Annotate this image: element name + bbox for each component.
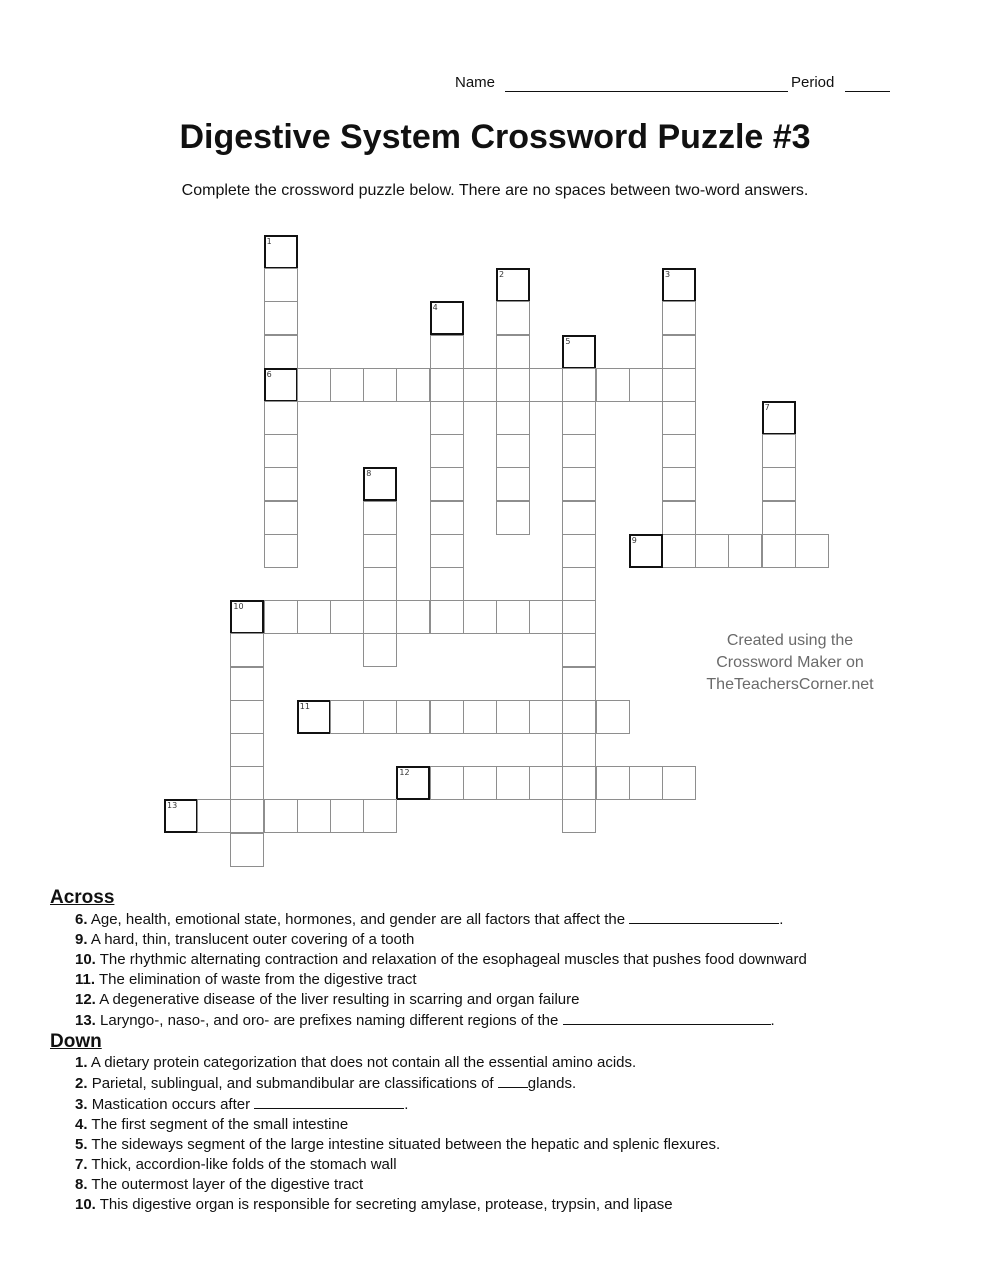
crossword-cell[interactable]: [430, 401, 464, 435]
crossword-cell[interactable]: [562, 799, 596, 833]
crossword-cell[interactable]: [463, 700, 497, 734]
crossword-cell[interactable]: [363, 700, 397, 734]
crossword-cell[interactable]: [264, 600, 298, 634]
clue-number: 11: [299, 701, 310, 711]
crossword-cell[interactable]: [496, 368, 530, 402]
crossword-cell[interactable]: [430, 501, 464, 535]
across-clue: [75, 950, 950, 970]
crossword-cell[interactable]: [430, 766, 464, 800]
crossword-cell[interactable]: [430, 567, 464, 601]
crossword-cell[interactable]: [762, 534, 796, 568]
clue-number: 13: [167, 801, 178, 811]
watermark-line: TheTeachersCorner.net: [706, 676, 874, 693]
crossword-cell[interactable]: [230, 733, 264, 767]
down-clue: [75, 1053, 950, 1073]
crossword-cell[interactable]: [330, 368, 364, 402]
crossword-start-cell[interactable]: [396, 766, 430, 800]
clue-text-end: .: [770, 1011, 775, 1029]
answer-blank: [629, 909, 779, 924]
crossword-start-cell[interactable]: [762, 401, 796, 435]
crossword-cell[interactable]: [297, 600, 331, 634]
clue-number: 9: [631, 535, 637, 545]
clue-number: 5.: [75, 1136, 88, 1154]
across-clue: [75, 990, 950, 1010]
crossword-cell[interactable]: [529, 766, 563, 800]
clue-number: 10.: [75, 950, 96, 968]
clue-text-end: .: [404, 1096, 409, 1114]
crossword-cell[interactable]: [662, 501, 696, 535]
crossword-start-cell[interactable]: [430, 301, 464, 335]
crossword-cell[interactable]: [562, 401, 596, 435]
instructions: Complete the crossword puzzle below. There are no spaces between two-word answers.: [181, 182, 809, 199]
across-clue-list: [50, 909, 950, 1030]
clue-text: Laryngo-, naso-, and oro- are prefixes naming different regions of the: [100, 1011, 559, 1029]
crossword-cell[interactable]: [596, 766, 630, 800]
crossword-cell[interactable]: [562, 600, 596, 634]
crossword-cell[interactable]: [762, 434, 796, 468]
crossword-cell[interactable]: [363, 567, 397, 601]
crossword-cell[interactable]: [496, 766, 530, 800]
clue-text: Parietal, sublingual, and submandibular are classifications of: [91, 1075, 494, 1093]
clue-number: 8: [366, 469, 372, 479]
clue-number: 6.: [75, 911, 88, 928]
clue-text: This digestive organ is responsible for secreting amylase, protease, trypsin, and lipase: [99, 1195, 673, 1213]
crossword-cell[interactable]: [496, 467, 530, 501]
crossword-cell[interactable]: [363, 799, 397, 833]
crossword-cell[interactable]: [662, 301, 696, 335]
clue-text: The sideways segment of the large intestine situated between the hepatic and splenic flexures.: [91, 1136, 721, 1154]
crossword-cell[interactable]: [463, 766, 497, 800]
crossword-cell[interactable]: [230, 633, 264, 667]
clue-text-end: glands.: [527, 1075, 577, 1093]
across-clue: [75, 970, 950, 990]
crossword-cell[interactable]: [363, 600, 397, 634]
clue-text: The first segment of the small intestine: [91, 1116, 349, 1134]
clue-text: Thick, accordion-like folds of the stomach wall: [91, 1155, 397, 1173]
clue-number: 3: [665, 270, 671, 280]
down-clue: [75, 1175, 950, 1195]
watermark: [680, 630, 900, 696]
crossword-cell[interactable]: [264, 335, 298, 369]
crossword-cell[interactable]: [662, 368, 696, 402]
crossword-cell[interactable]: [264, 301, 298, 335]
down-clue: [75, 1155, 950, 1175]
crossword-cell[interactable]: [762, 467, 796, 501]
crossword-cell[interactable]: [496, 301, 530, 335]
crossword-start-cell[interactable]: [264, 368, 298, 402]
crossword-start-cell[interactable]: [264, 235, 298, 269]
crossword-start-cell[interactable]: [662, 268, 696, 302]
clue-number: 3.: [75, 1096, 88, 1114]
crossword-cell[interactable]: [230, 700, 264, 734]
clue-number: 10: [233, 602, 244, 612]
crossword-cell[interactable]: [463, 600, 497, 634]
watermark-line: Crossword Maker on: [716, 654, 864, 671]
crossword-cell[interactable]: [363, 633, 397, 667]
crossword-cell[interactable]: [264, 501, 298, 535]
crossword-cell[interactable]: [562, 700, 596, 734]
crossword-start-cell[interactable]: [496, 268, 530, 302]
crossword-cell[interactable]: [264, 534, 298, 568]
crossword-cell[interactable]: [496, 401, 530, 435]
crossword-cell[interactable]: [662, 766, 696, 800]
name-label: Name: [455, 74, 496, 91]
crossword-cell[interactable]: [264, 434, 298, 468]
clue-number: 6: [266, 369, 272, 379]
across-clue: [75, 930, 950, 950]
crossword-cell[interactable]: [496, 600, 530, 634]
crossword-cell[interactable]: [430, 434, 464, 468]
crossword-cell[interactable]: [529, 368, 563, 402]
crossword-cell[interactable]: [264, 268, 298, 302]
clue-number: 11.: [75, 970, 96, 988]
crossword-cell[interactable]: [662, 534, 696, 568]
clue-number: 5: [565, 336, 571, 346]
answer-blank: [563, 1010, 771, 1025]
crossword-cell[interactable]: [596, 368, 630, 402]
clue-number: 13.: [75, 1011, 96, 1029]
down-clue: [75, 1094, 950, 1115]
crossword-cell[interactable]: [562, 501, 596, 535]
crossword-cell[interactable]: [264, 467, 298, 501]
down-clue: [75, 1135, 950, 1155]
across-heading: Across: [50, 887, 115, 908]
clue-text: A dietary protein categorization that does not contain all the essential amino acids.: [90, 1054, 637, 1072]
crossword-cell[interactable]: [297, 368, 331, 402]
clue-text: A degenerative disease of the liver resulting in scarring and organ failure: [99, 990, 580, 1008]
answer-blank: [498, 1073, 528, 1088]
crossword-cell[interactable]: [430, 534, 464, 568]
crossword-cell[interactable]: [396, 368, 430, 402]
crossword-cell[interactable]: [396, 700, 430, 734]
crossword-cell[interactable]: [562, 534, 596, 568]
crossword-cell[interactable]: [496, 700, 530, 734]
clue-text: The rhythmic alternating contraction and relaxation of the esophageal muscles that pushes food downward: [99, 950, 807, 968]
crossword-cell[interactable]: [430, 600, 464, 634]
down-clue: [75, 1195, 950, 1215]
crossword-cell[interactable]: [662, 401, 696, 435]
page-title: Digestive System Crossword Puzzle #3: [179, 118, 811, 156]
clue-text-end: .: [779, 911, 784, 928]
down-clue: [75, 1115, 950, 1135]
crossword-cell[interactable]: [230, 799, 264, 833]
clue-text: The outermost layer of the digestive tract: [91, 1175, 364, 1193]
crossword-cell[interactable]: [264, 401, 298, 435]
crossword-cell[interactable]: [230, 766, 264, 800]
crossword-cell[interactable]: [596, 700, 630, 734]
down-clue: [75, 1073, 950, 1094]
down-heading: Down: [50, 1031, 102, 1053]
crossword-cell[interactable]: [728, 534, 762, 568]
crossword-cell[interactable]: [562, 733, 596, 767]
crossword-cell[interactable]: [562, 434, 596, 468]
crossword-cell[interactable]: [662, 335, 696, 369]
crossword-cell[interactable]: [396, 600, 430, 634]
crossword-cell[interactable]: [629, 368, 663, 402]
crossword-start-cell[interactable]: [363, 467, 397, 501]
crossword-cell[interactable]: [463, 368, 497, 402]
crossword-cell[interactable]: [330, 600, 364, 634]
crossword-cell[interactable]: [529, 700, 563, 734]
clues-section: [50, 887, 950, 1215]
crossword-cell[interactable]: [795, 534, 829, 568]
down-clue-list: [50, 1053, 950, 1214]
crossword-start-cell[interactable]: [629, 534, 663, 568]
clue-number: 7: [764, 403, 770, 412]
clue-text: Age, health, emotional state, hormones, and gender are all factors that affect the: [90, 911, 626, 928]
clue-number: 2: [499, 270, 505, 280]
crossword-cell[interactable]: [264, 799, 298, 833]
clue-number: 8.: [75, 1175, 88, 1193]
crossword-cell[interactable]: [430, 700, 464, 734]
crossword-cell[interactable]: [297, 799, 331, 833]
clue-number: 10.: [75, 1195, 96, 1213]
crossword-start-cell[interactable]: [297, 700, 331, 734]
clue-number: 2.: [75, 1075, 88, 1093]
crossword-start-cell[interactable]: [562, 335, 596, 369]
across-clue: [75, 1010, 950, 1031]
across-clue: [75, 909, 950, 930]
clue-text: Mastication occurs after: [91, 1096, 251, 1114]
crossword-cell[interactable]: [330, 799, 364, 833]
crossword-cell[interactable]: [197, 799, 231, 833]
clue-text: A hard, thin, translucent outer covering of a tooth: [90, 930, 415, 948]
crossword-cell[interactable]: [562, 766, 596, 800]
crossword-cell[interactable]: [363, 534, 397, 568]
clue-number: 7.: [75, 1155, 88, 1173]
clue-number: 12.: [75, 990, 96, 1008]
crossword-cell[interactable]: [496, 434, 530, 468]
clue-number: 12: [399, 768, 410, 778]
crossword-cell[interactable]: [562, 567, 596, 601]
crossword-cell[interactable]: [629, 766, 663, 800]
clue-number: 1: [266, 237, 272, 246]
crossword-cell[interactable]: [562, 667, 596, 701]
clue-number: 4.: [75, 1116, 88, 1134]
crossword-cell[interactable]: [562, 368, 596, 402]
period-label: Period: [791, 74, 835, 91]
crossword-cell[interactable]: [662, 434, 696, 468]
clue-number: 1.: [75, 1054, 88, 1072]
crossword-cell[interactable]: [562, 467, 596, 501]
crossword-cell[interactable]: [562, 633, 596, 667]
crossword-start-cell[interactable]: [164, 799, 198, 833]
crossword-cell[interactable]: [230, 667, 264, 701]
watermark-line: Created using the: [726, 632, 854, 649]
crossword-cell[interactable]: [330, 700, 364, 734]
crossword-cell[interactable]: [363, 501, 397, 535]
crossword-cell[interactable]: [695, 534, 729, 568]
crossword-start-cell[interactable]: [230, 600, 264, 634]
clue-text: The elimination of waste from the digestive tract: [98, 970, 417, 988]
crossword-cell[interactable]: [230, 833, 264, 867]
crossword-cell[interactable]: [430, 335, 464, 369]
crossword-cell[interactable]: [662, 467, 696, 501]
crossword-cell[interactable]: [496, 501, 530, 535]
crossword-cell[interactable]: [430, 467, 464, 501]
crossword-cell[interactable]: [430, 368, 464, 402]
clue-number: 9.: [75, 930, 88, 948]
crossword-cell[interactable]: [363, 368, 397, 402]
answer-blank: [254, 1094, 404, 1109]
clue-number: 4: [432, 303, 438, 313]
crossword-cell[interactable]: [496, 335, 530, 369]
crossword-cell[interactable]: [529, 600, 563, 634]
crossword-cell[interactable]: [762, 501, 796, 535]
